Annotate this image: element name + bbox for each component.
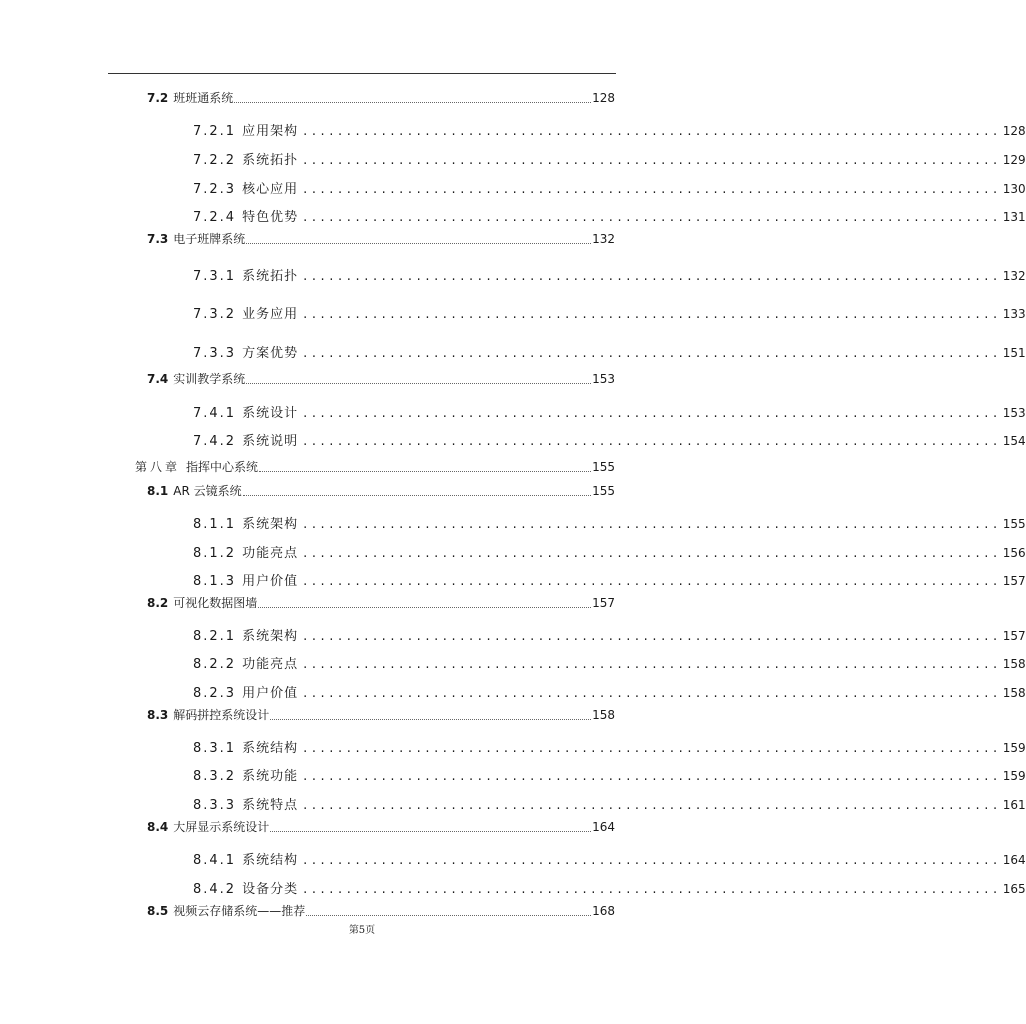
toc-entry[interactable] (193, 402, 1026, 421)
toc-entry-page: 131 (1002, 210, 1026, 224)
toc-entry-title: 视频云存储系统——推荐 (173, 904, 306, 918)
dot-leader (246, 242, 591, 244)
toc-entry-title: 应用架构 (242, 124, 299, 139)
toc-entry[interactable] (147, 482, 615, 499)
toc-entry-title: 特色优势 (242, 210, 299, 225)
toc-entry-title: 系统设计 (242, 406, 299, 421)
toc-entry-title: 业务应用 (242, 307, 299, 322)
toc-entry-title: 功能亮点 (242, 546, 299, 561)
toc-entry-title: 大屏显示系统设计 (173, 820, 270, 834)
toc-entry-number: 8.3.2 (193, 769, 237, 784)
toc-entry-title: 系统结构 (242, 741, 299, 756)
dot-leader (234, 101, 591, 103)
toc-entry-number: 8.4.2 (193, 882, 237, 897)
toc-entry[interactable] (193, 625, 1026, 644)
dot-leader: ................................................................................ (303, 798, 1002, 813)
toc-entry-page: 156 (1002, 546, 1026, 560)
toc-entry-number: 8.3.1 (193, 741, 237, 756)
toc-entry-number: 7.4.1 (193, 406, 237, 421)
toc-entry-number: 8.1.1 (193, 517, 237, 532)
dot-leader: ................................................................................ (303, 434, 1002, 449)
dot-leader: ................................................................................ (303, 307, 1002, 322)
toc-entry[interactable] (193, 149, 1026, 168)
toc-entry[interactable] (193, 878, 1026, 897)
toc-entry-title: 方案优势 (242, 346, 299, 361)
toc-entry-title: 用户价值 (242, 686, 299, 701)
toc-entry[interactable] (147, 370, 615, 387)
toc-entry-page: 158 (1002, 686, 1026, 700)
toc-entry-title: 核心应用 (242, 182, 299, 197)
toc-entry-page: 155 (1002, 517, 1026, 531)
toc-entry-number: 7.2.4 (193, 210, 237, 225)
toc-entry[interactable] (193, 430, 1026, 449)
toc-entry-title: 系统功能 (242, 769, 299, 784)
toc-entry-page: 153 (592, 372, 615, 386)
toc-entry-number: 7.3.1 (193, 269, 237, 284)
dot-leader: ................................................................................ (303, 406, 1002, 421)
toc-entry[interactable] (193, 342, 1026, 361)
toc-entry-title: 可视化数据图墙 (173, 596, 258, 610)
toc-entry-title: 系统拓扑 (242, 269, 299, 284)
toc-entry-page: 161 (1002, 798, 1026, 812)
toc-entry-title: 系统拓扑 (242, 153, 299, 168)
toc-entry-page: 151 (1002, 346, 1026, 360)
toc-entry-page: 157 (592, 596, 615, 610)
dot-leader: ................................................................................ (303, 657, 1002, 672)
toc-entry-title: 班班通系统 (173, 91, 234, 105)
toc-entry-title: 系统说明 (242, 434, 299, 449)
dot-leader: ................................................................................ (303, 346, 1002, 361)
dot-leader: ................................................................................ (303, 124, 1002, 139)
page-footer: 第5页 (348, 925, 376, 936)
dot-leader: ................................................................................ (303, 153, 1002, 168)
dot-leader (306, 914, 591, 916)
toc-entry[interactable] (147, 818, 615, 835)
toc-entry-number: 7.2.2 (193, 153, 237, 168)
dot-leader (258, 606, 591, 608)
toc-entry-page: 129 (1002, 153, 1026, 167)
toc-entry[interactable] (193, 737, 1026, 756)
toc-entry-page: 159 (1002, 741, 1026, 755)
toc-entry-number: 8.2.2 (193, 657, 237, 672)
toc-entry-title: AR 云镜系统 (173, 484, 242, 498)
dot-leader: ................................................................................ (303, 686, 1002, 701)
dot-leader: ................................................................................ (303, 769, 1002, 784)
toc-entry-page: 153 (1002, 406, 1026, 420)
toc-entry[interactable] (193, 303, 1026, 322)
toc-entry[interactable] (147, 89, 615, 106)
toc-entry-number: 8.4 (147, 820, 169, 834)
toc-entry-page: 128 (1002, 124, 1026, 138)
toc-entry[interactable] (147, 902, 615, 919)
toc-entry-title: 系统结构 (242, 853, 299, 868)
toc-entry-number: 第八章 (135, 460, 181, 474)
toc-entry-number: 8.2.1 (193, 629, 237, 644)
toc-entry[interactable] (147, 230, 615, 247)
toc-entry-page: 157 (1002, 629, 1026, 643)
toc-entry-title: 系统架构 (242, 517, 299, 532)
toc-entry[interactable] (147, 706, 615, 723)
dot-leader: ................................................................................ (303, 629, 1002, 644)
dot-leader (270, 718, 591, 720)
toc-entry-page: 128 (592, 91, 615, 105)
toc-entry-title: 用户价值 (242, 574, 299, 589)
toc-entry-page: 155 (592, 460, 615, 474)
toc-entry-title: 功能亮点 (242, 657, 299, 672)
toc-entry[interactable] (193, 765, 1026, 784)
dot-leader: ................................................................................ (303, 853, 1002, 868)
toc-entry-title: 设备分类 (242, 882, 299, 897)
toc-entry-number: 8.4.1 (193, 853, 237, 868)
toc-entry-title: 解码拼控系统设计 (173, 708, 270, 722)
dot-leader: ................................................................................ (303, 182, 1002, 197)
toc-entry-number: 8.2.3 (193, 686, 237, 701)
toc-entry[interactable] (193, 206, 1026, 225)
dot-leader: ................................................................................ (303, 269, 1002, 284)
toc-entry-page: 155 (592, 484, 615, 498)
toc-entry-page: 158 (592, 708, 615, 722)
toc-entry-number: 7.3.3 (193, 346, 237, 361)
toc-entry-number: 7.2.1 (193, 124, 237, 139)
toc-entry-page: 133 (1002, 307, 1026, 321)
toc-entry-title: 系统特点 (242, 798, 299, 813)
dot-leader: ................................................................................ (303, 517, 1002, 532)
toc-entry[interactable] (193, 542, 1026, 561)
toc-entry-number: 8.1.3 (193, 574, 237, 589)
dot-leader: ................................................................................ (303, 574, 1002, 589)
toc-entry-number: 8.3.3 (193, 798, 237, 813)
toc-entry-title: 实训教学系统 (173, 372, 246, 386)
toc-entry[interactable] (193, 849, 1026, 868)
toc-entry-page: 132 (1002, 269, 1026, 283)
toc-entry[interactable] (193, 178, 1026, 197)
toc-entry[interactable] (193, 682, 1026, 701)
toc-entry[interactable] (193, 653, 1026, 672)
dot-leader: ................................................................................ (303, 546, 1002, 561)
toc-entry-number: 7.2 (147, 91, 169, 105)
toc-entry[interactable] (193, 794, 1026, 813)
toc-entry-number: 7.4 (147, 372, 169, 386)
toc-entry[interactable] (135, 458, 615, 475)
toc-entry[interactable] (147, 594, 615, 611)
toc-entry-number: 7.3.2 (193, 307, 237, 322)
toc-entry-page: 158 (1002, 657, 1026, 671)
toc-entry-number: 8.1.2 (193, 546, 237, 561)
toc-entry[interactable] (193, 265, 1026, 284)
toc-entry-page: 132 (592, 232, 615, 246)
toc-entry-title: 电子班牌系统 (173, 232, 246, 246)
toc-entry-number: 8.2 (147, 596, 169, 610)
toc-entry-page: 164 (592, 820, 615, 834)
toc-entry-page: 168 (592, 904, 615, 918)
toc-entry[interactable] (193, 120, 1026, 139)
toc-entry-page: 154 (1002, 434, 1026, 448)
dot-leader: ................................................................................ (303, 882, 1002, 897)
toc-entry-page: 130 (1002, 182, 1026, 196)
toc-entry-number: 7.2.3 (193, 182, 237, 197)
toc-entry-number: 7.3 (147, 232, 169, 246)
toc-entry-page: 157 (1002, 574, 1026, 588)
toc-entry-page: 165 (1002, 882, 1026, 896)
toc-entry-page: 164 (1002, 853, 1026, 867)
toc-entry[interactable] (193, 570, 1026, 589)
dot-leader: ................................................................................ (303, 741, 1002, 756)
dot-leader (243, 494, 591, 496)
toc-entry-number: 8.5 (147, 904, 169, 918)
dot-leader (270, 830, 591, 832)
toc-entry[interactable] (193, 513, 1026, 532)
toc-entry-number: 7.4.2 (193, 434, 237, 449)
dot-leader (246, 382, 591, 384)
toc-entry-title: 系统架构 (242, 629, 299, 644)
toc-entry-number: 8.3 (147, 708, 169, 722)
dot-leader (259, 470, 591, 472)
toc-entry-number: 8.1 (147, 484, 169, 498)
toc-entry-page: 159 (1002, 769, 1026, 783)
toc-entry-title: 指挥中心系统 (186, 460, 259, 474)
dot-leader: ................................................................................ (303, 210, 1002, 225)
